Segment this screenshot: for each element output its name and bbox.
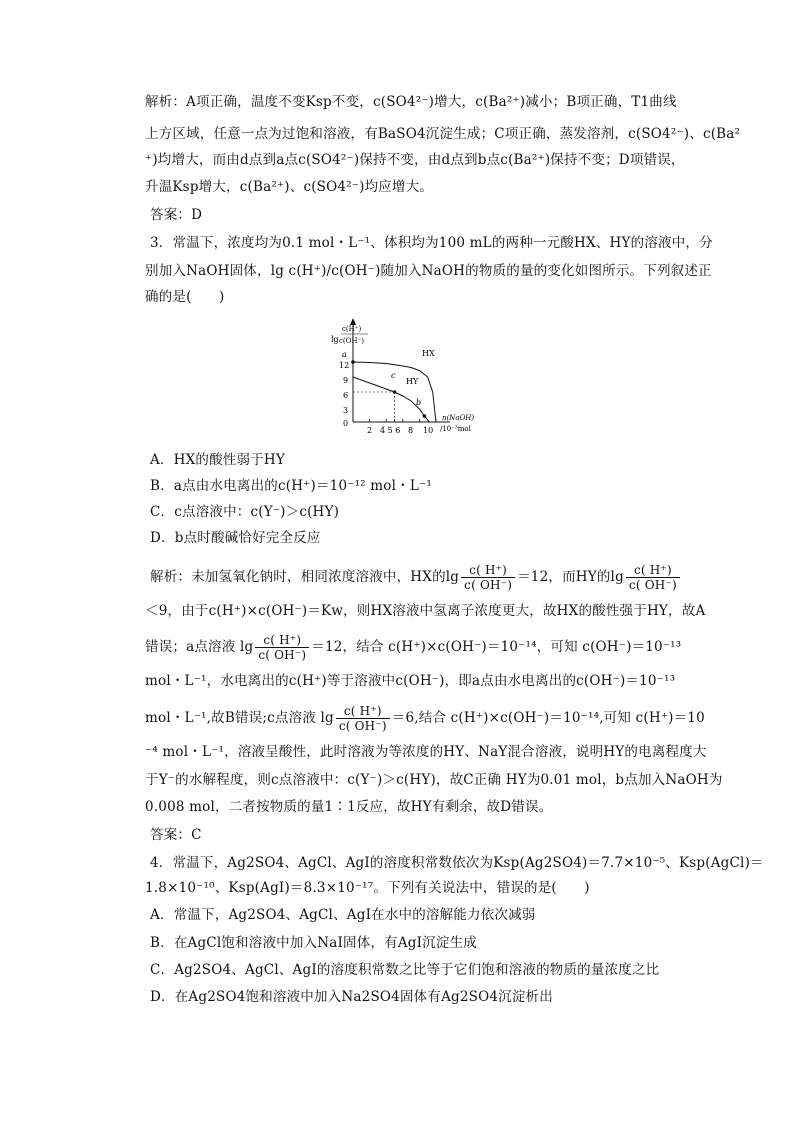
xunit: /10⁻³mol xyxy=(440,425,471,433)
analysis-1-line-4: 升温Ksp增大，c(Ba²⁺)、c(SO4²⁻)均应增大。 xyxy=(145,179,434,195)
y-axis-arrow xyxy=(350,318,356,325)
point-label-c: c xyxy=(391,371,396,380)
answer-1: 答案：D xyxy=(150,207,203,223)
question-3-line-3: 确的是( ) xyxy=(145,289,225,305)
question-3-line-2: 别加入NaOH固体，lg c(H⁺)/c(OH⁻)随加入NaOH的物质的量的变化如图所示。下列叙述正 xyxy=(145,263,712,279)
question-3-line-1: 3．常温下，浓度均为0.1 mol・L⁻¹、体积均为100 mL的两种一元酸HX、HY的溶液中，分 xyxy=(150,235,713,251)
analysis-3-line-5 xyxy=(145,704,705,733)
fraction-3-num: c( H⁺) xyxy=(255,633,309,648)
option-4-c: C．Ag2SO4、AgCl、AgI的溶度积常数之比等于它们饱和溶液的物质的量浓度之比 xyxy=(150,962,660,978)
analysis-3-line-3b: ＝12，结合 c(H⁺)×c(OH⁻)＝10⁻¹⁴，可知 c(OH⁻)＝10⁻¹³ xyxy=(311,639,682,655)
titration-chart xyxy=(322,314,492,444)
point-label-b: b xyxy=(416,398,422,407)
fraction-4-den: c( OH⁻) xyxy=(338,719,387,733)
fraction-3-den: c( OH⁻) xyxy=(258,648,307,662)
fraction-2-den: c( OH⁻) xyxy=(628,578,677,592)
fraction-4-num: c( H⁺) xyxy=(336,704,390,719)
analysis-3-line-3a: 错误；a点溶液 lg xyxy=(145,639,254,655)
answer-3: 答案：C xyxy=(150,827,202,843)
analysis-1-line-2: 上方区域，任意一点为过饱和溶液，有BaSO4沉淀生成；C项正确，蒸发溶剂，c(SO4²⁻)、c(Ba² xyxy=(145,126,741,142)
analysis-3-line-5a: mol・L⁻¹,故B错误;c点溶液 lg xyxy=(145,710,334,726)
option-3-c: C．c点溶液中：c(Y⁻)＞c(HY) xyxy=(150,504,340,520)
ylabel-num: c(H⁺) xyxy=(342,325,362,333)
option-4-a: A．常温下，Ag2SO4、AgCl、AgI在水中的溶解能力依次减弱 xyxy=(150,907,536,923)
ytick-0: 0 xyxy=(343,419,349,428)
analysis-3-line-1b: ＝12，而HY的lg xyxy=(517,569,624,585)
xtick-2: 2 xyxy=(367,426,373,435)
option-3-b: B．a点由水电离出的c(H⁺)＝10⁻¹² mol・L⁻¹ xyxy=(150,478,432,494)
xtick-8: 8 xyxy=(408,426,414,435)
xlabel: n(NaOH) xyxy=(442,414,475,422)
question-4-line-2: 1.8×10⁻¹⁰、Ksp(AgI)＝8.3×10⁻¹⁷。下列有关说法中，错误的是( ) xyxy=(145,880,590,896)
xtick-456: 4 5 6 xyxy=(380,426,401,435)
fraction-1-den: c( OH⁻) xyxy=(464,578,513,592)
curve-label-hx: HX xyxy=(422,349,435,358)
ylabel-lg: lg xyxy=(331,335,339,344)
ytick-12: 12 xyxy=(339,361,350,370)
option-4-d: D．在Ag2SO4饱和溶液中加入Na2SO4固体有Ag2SO4沉淀析出 xyxy=(150,989,553,1005)
analysis-3-line-1a: 解析：未加氢氧化钠时，相同浓度溶液中，HX的lg xyxy=(150,569,460,585)
fraction-1-num: c( H⁺) xyxy=(461,563,515,578)
option-3-d: D．b点时酸碱恰好完全反应 xyxy=(150,530,321,546)
option-4-b: B．在AgCl饱和溶液中加入NaI固体，有AgI沉淀生成 xyxy=(150,935,477,951)
curve-label-hy: HY xyxy=(406,377,419,386)
point-c xyxy=(393,390,397,394)
option-3-a: A．HX的酸性弱于HY xyxy=(150,452,286,468)
analysis-3-line-1 xyxy=(150,563,680,592)
point-label-a: a xyxy=(342,350,347,359)
fraction-2-num: c( H⁺) xyxy=(626,563,680,578)
analysis-3-line-6: ⁻⁴ mol・L⁻¹，溶液呈酸性，此时溶液为等浓度的HY、NaY混合溶液，说明HY的电离程度大 xyxy=(145,744,707,760)
question-4-line-1: 4．常温下，Ag2SO4、AgCl、AgI的溶度积常数依次为Ksp(Ag2SO4)＝7.7×10⁻⁵、Ksp(AgCl)＝ xyxy=(150,855,764,871)
analysis-3-line-3 xyxy=(145,633,682,662)
point-a xyxy=(351,360,355,364)
analysis-3-line-2: ＜9，由于c(H⁺)×c(OH⁻)＝Kw，则HX溶液中氢离子浓度更大，故HX的酸性强于HY，故A xyxy=(145,603,706,619)
point-b xyxy=(423,414,427,418)
ytick-6: 6 xyxy=(343,391,349,400)
analysis-3-line-8: 0.008 mol，二者按物质的量1∶1反应，故HY有剩余，故D错误。 xyxy=(145,799,553,815)
analysis-3-line-5b: ＝6,结合 c(H⁺)×c(OH⁻)＝10⁻¹⁴,可知 c(H⁺)＝10 xyxy=(391,710,705,726)
fraction-1 xyxy=(461,563,515,592)
analysis-1-line-3: ⁺)均增大，而由d点到a点c(SO4²⁻)保持不变，由d点到b点c(Ba²⁺)保持不变；D项错误， xyxy=(145,152,685,168)
ytick-9: 9 xyxy=(343,376,349,385)
xtick-10: 10 xyxy=(423,426,434,435)
analysis-3-line-4: mol・L⁻¹，水电离出的c(H⁺)等于溶液中c(OH⁻)，即a点由水电离出的c(OH⁻)＝10⁻¹³ xyxy=(145,673,676,689)
fraction-4 xyxy=(336,704,390,733)
ytick-3: 3 xyxy=(343,406,349,415)
analysis-1-line-1: 解析：A项正确，温度不变Ksp不变，c(SO4²⁻)增大，c(Ba²⁺)减小；B项正确，T1曲线 xyxy=(145,94,677,110)
analysis-3-line-7: 于Y⁻的水解程度，则c点溶液中：c(Y⁻)＞c(HY)，故C正确 HY为0.01 mol，b点加入NaOH为 xyxy=(145,772,723,788)
ylabel-den: c(OH⁻) xyxy=(339,337,364,345)
fraction-2 xyxy=(626,563,680,592)
fraction-3 xyxy=(255,633,309,662)
